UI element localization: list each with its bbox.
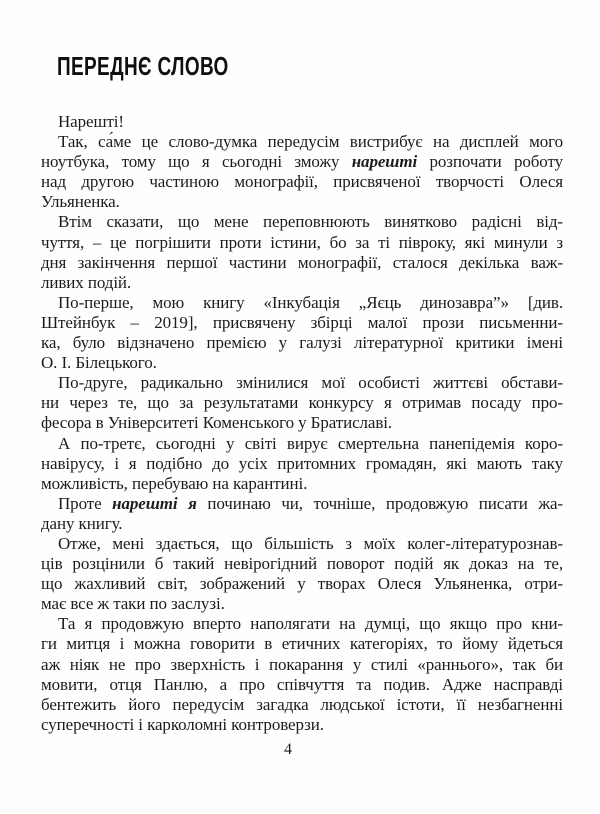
text-line: Штейнбук – 2019], присвячену збірці малої прози письменни- [41, 312, 563, 332]
paragraph [41, 494, 563, 534]
paragraph [41, 112, 563, 132]
text-line: має все ж таки по заслузі. [41, 594, 225, 614]
text-line: над другою частиною монографії, присвяченої творчості Олеся [41, 172, 563, 192]
text-line: суперечності і карколомні контроверзи. [41, 714, 324, 734]
text-line: ноутбука, тому що я сьогодні зможу нарешті розпочати роботу [41, 152, 563, 172]
text-line: Отже, мені здається, що більшість з моїх колег-літературознав- [58, 533, 563, 553]
text-line: Ульяненка. [41, 192, 120, 212]
text-line: фесора в Університеті Коменського у Братиславі. [41, 413, 393, 433]
foreword-heading: ПЕРЕДНЄ СЛОВО [57, 51, 229, 81]
text-line: дану книгу. [41, 513, 123, 533]
text-line: ців розцінили б такий невірогідний поворот подій як доказ на те, [41, 554, 563, 574]
text-line: ливих подій. [41, 272, 132, 292]
text-line: Втім сказати, що мене переповнюють винятково радісні від- [58, 212, 563, 232]
text-line: навірусу, і я подібно до усіх притомних громадян, які мають таку [41, 453, 563, 473]
paragraph [41, 132, 563, 212]
emphasis-text: нарешті [351, 152, 418, 172]
text-line: аж ніяк не про зверхність і покарання у стилі «раннього», так би [41, 654, 563, 674]
paragraph [41, 534, 563, 614]
paragraph [41, 293, 563, 373]
text-line: О. І. Білецького. [41, 353, 157, 373]
body-text [41, 112, 563, 735]
text-line: дня закінчення першої частини монографії, сталося декілька важ- [41, 252, 563, 272]
text-line: По-перше, мою книгу «Інкубація „Яєць динозавра”» [див. [58, 292, 563, 312]
text-line: мовити, отця Панлю, а про співчуття та подив. Адже насправді [41, 674, 563, 694]
text-line: Так, са́ме це слово-думка передусім вистрибує на дисплей мого [58, 132, 563, 152]
text-line: бентежить його передусім загадка людської істоти, її незбагненні [41, 694, 563, 714]
text-line: можливість, перебуваю на карантині. [41, 473, 308, 493]
text-line: Проте нарешті я починаю чи, точніше, продовжую писати жа- [58, 493, 563, 513]
text-line: А по-третє, сьогодні у світі вирує смертельна панепідемія коро- [58, 433, 563, 453]
paragraph [41, 434, 563, 494]
page-number: 4 [284, 741, 292, 758]
emphasis-text: нарешті я [112, 493, 197, 513]
text-line: Та я продовжую вперто наполягати на думці, що якщо про кни- [58, 614, 563, 634]
text-line: що жахливий світ, зображений у творах Олеся Ульяненка, отри- [41, 574, 563, 594]
text-line: ги митця і можна говорити в етичних категоріях, то йому йдеться [41, 634, 563, 654]
paragraph [41, 212, 563, 292]
paragraph [41, 373, 563, 433]
text-line: ка, було відзначено премією у галузі літературної критики імені [41, 333, 563, 353]
paragraph [41, 614, 563, 735]
text-line: ни через те, що за результатами конкурсу я отримав посаду про- [41, 393, 563, 413]
text-line: По-друге, радикально змінилися мої особисті життєві обстави- [58, 373, 563, 393]
text-line: чуття, – це погрішити проти істини, бо за ті півроку, які минули з [41, 232, 563, 252]
text-line: Нарешті! [58, 112, 124, 131]
